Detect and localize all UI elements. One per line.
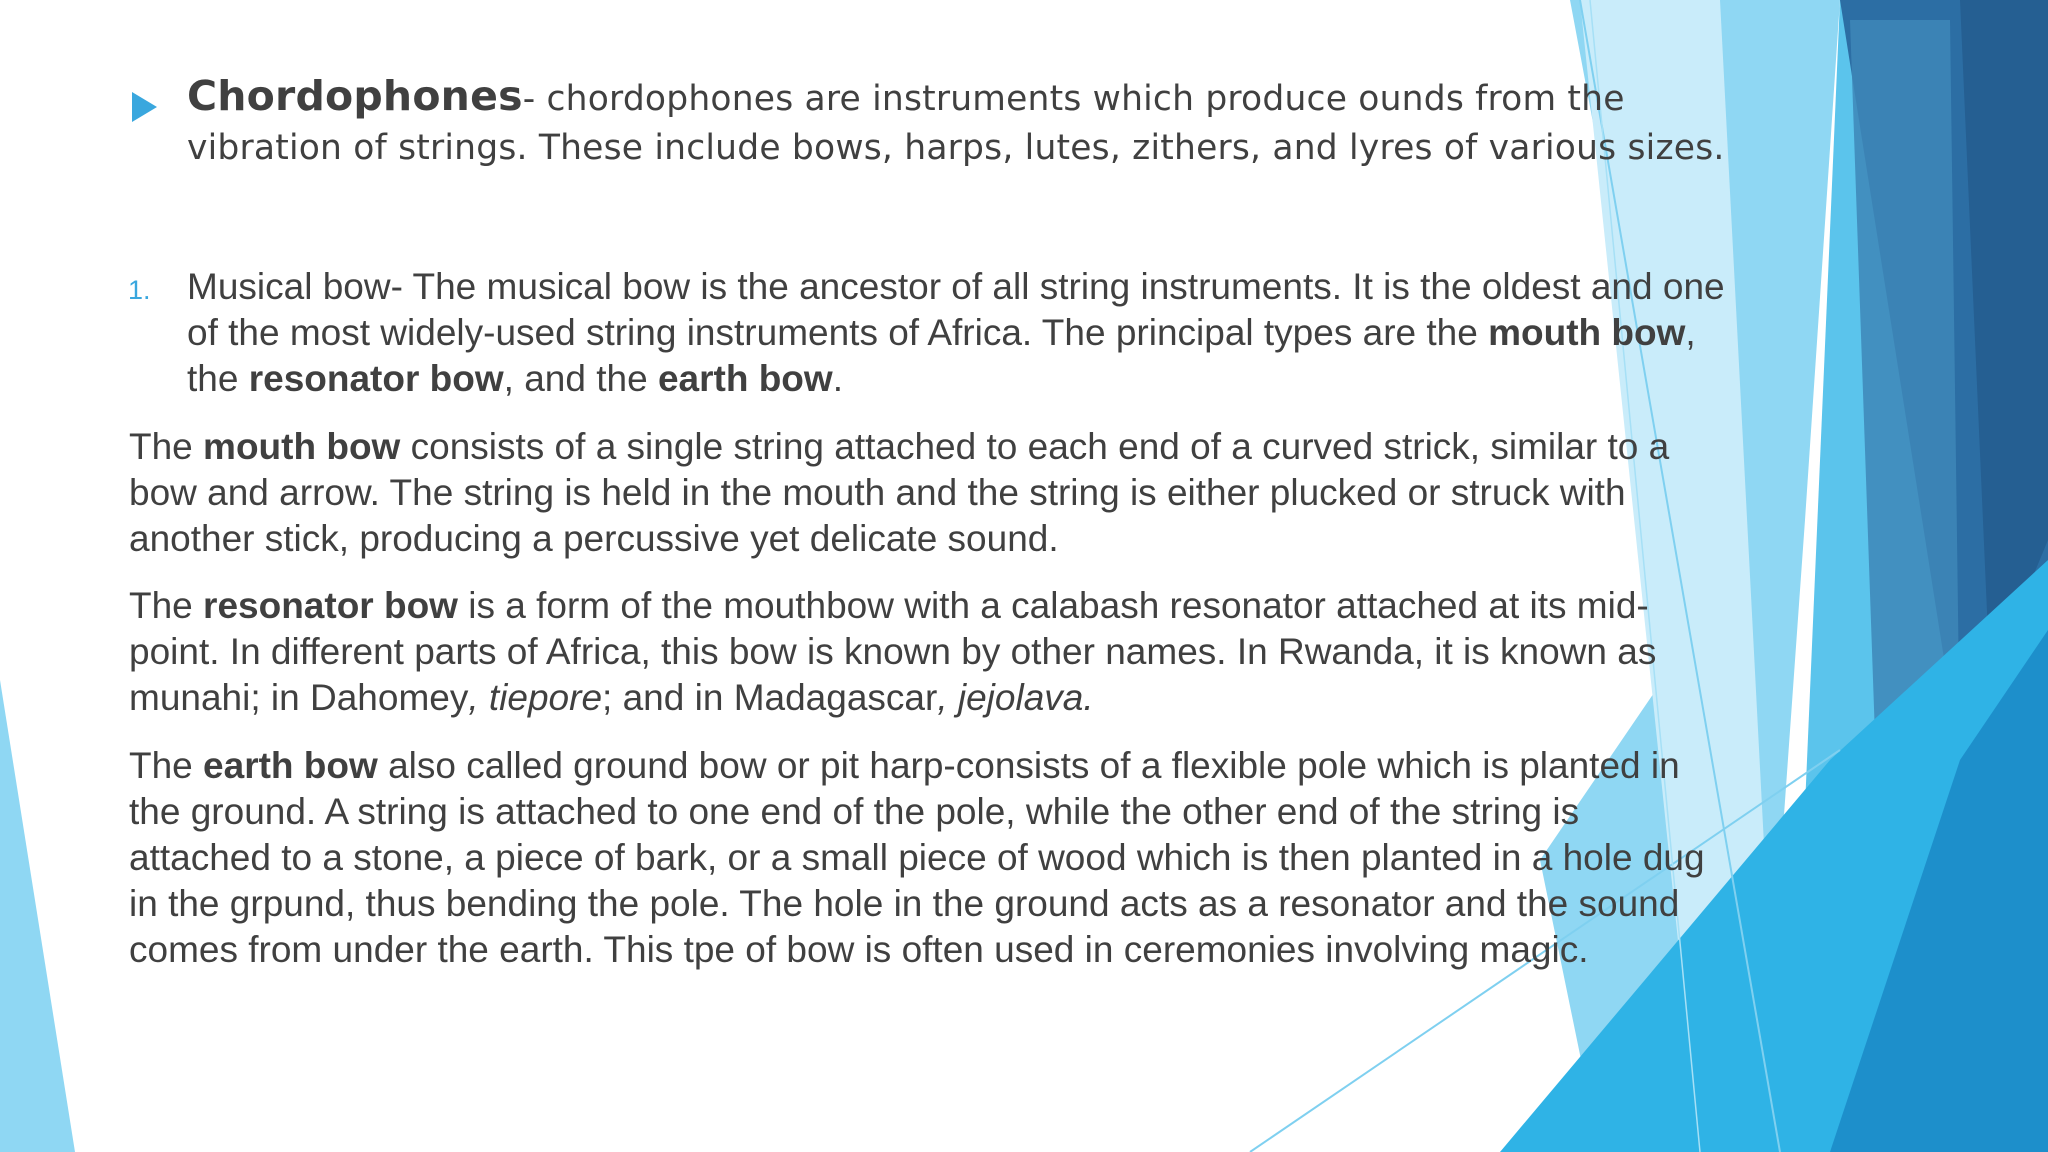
chordophones-heading [187,72,1747,173]
heading-text: - chordophones are instruments which produce ounds from the vibration of strings. These include bows, harps, lutes, zithers, and lyres of various sizes. [187,79,1725,168]
triangle-bullet-icon [132,92,157,122]
mouth-bow-text: consists of a single string attached to each end of a curved strick, similar to a bow and arrow. The string is held in the mouth and the string is either plucked or struck with another stick, producing a percussive yet delicate sound. [129,426,1670,559]
earth-bow-term: earth bow [203,745,378,786]
resonator-bow-name-madagascar: , jejolava. [937,677,1094,718]
musical-bow-item [187,264,1727,402]
resonator-bow-name-dahomey: , tiepore [468,677,603,718]
musical-bow-end: . [832,358,843,399]
resonator-bow-mid: ; and in Madagascar [602,677,938,718]
heading-term: Chordophones [187,72,523,120]
earth-bow-paragraph [129,743,1729,973]
resonator-bow-prefix: The [129,585,204,626]
type-mouth-bow: mouth bow [1488,312,1686,353]
musical-bow-lead: Musical bow- The musical bow is the ancestor of all string instruments. It is the oldest and one of the most widely-used string instruments of Africa. The principal types are the [187,266,1725,353]
type-resonator-bow: resonator bow [248,358,504,399]
separator-1: , the [187,312,1696,399]
resonator-bow-text: is a form of the mouthbow with a calabash resonator attached at its mid-point. In different parts of Africa, this bow is known by other names. In Rwanda, it is known as munahi; in Dahomey [129,585,1657,718]
mouth-bow-prefix: The [129,426,204,467]
type-earth-bow: earth bow [657,358,833,399]
list-number: 1. [128,275,151,305]
resonator-bow-term: resonator bow [203,585,458,626]
earth-bow-prefix: The [129,745,204,786]
mouth-bow-paragraph [129,424,1729,562]
resonator-bow-paragraph [129,583,1729,721]
earth-bow-text: also called ground bow or pit harp-consists of a flexible pole which is planted in the ground. A string is attached to one end of the pole, while the other end of the string is attached to a stone, a piece of bark, or a small piece of wood which is then planted in a hole dug in the grpund, thus bending the pole. The hole in the ground acts as a resonator and the sound comes from under the earth. This tpe of bow is often used in ceremonies involving magic. [129,745,1705,970]
mouth-bow-term: mouth bow [203,426,401,467]
separator-2: , and the [503,358,658,399]
